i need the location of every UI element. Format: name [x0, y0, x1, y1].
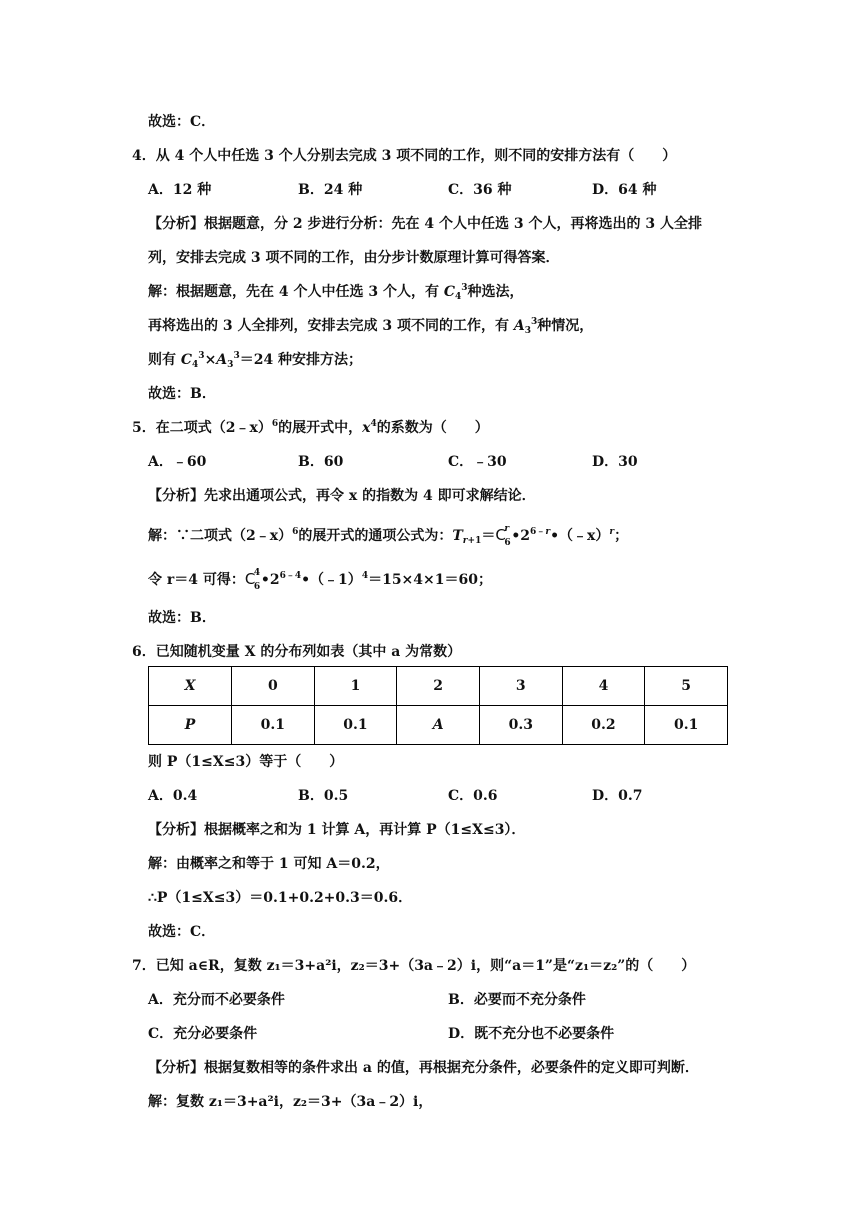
q6-stem: 6．已知随机变量 X 的分布列如表（其中 a 为常数） — [132, 644, 462, 660]
q7-solution-line-1: 解：复数 z₁＝3+a²i，z₂＝3+（3a﹣2）i， — [148, 1094, 433, 1110]
q7-option-a: A．充分而不必要条件 — [148, 992, 285, 1008]
q6-solution-line-2: ∴P（1≤X≤3）＝0.1+0.2+0.3＝0.6． — [148, 890, 413, 906]
q5-solution-line-1: 解：∵二项式（2﹣x）$^6$的展开式的通项公式为：$T_{r+1}=$ C r 6 $•2^{6﹣r}•(﹣x)^r$； — [148, 524, 629, 548]
q5-option-d: D．30 — [592, 454, 638, 470]
table-row — [149, 667, 728, 706]
q4-number: 4． — [132, 148, 156, 164]
q5-option-b: B．60 — [298, 454, 344, 470]
combination-symbol: C 4 6 — [244, 568, 261, 592]
table-cell: 0.3 — [479, 706, 562, 745]
table-cell: 0.1 — [314, 706, 397, 745]
q3-answer: 故选：C． — [148, 114, 216, 130]
q4-option-b: B．24 种 — [298, 182, 363, 198]
table-cell: 2 — [397, 667, 480, 706]
q6-solution-line-1: 解：由概率之和等于 1 可知 A＝0.2， — [148, 856, 390, 872]
q6-option-c: C．0.6 — [448, 788, 498, 804]
table-cell: 0.1 — [232, 706, 315, 745]
q7-option-b: B．必要而不充分条件 — [448, 992, 586, 1008]
q6-ask: 则 P（1≤X≤3）等于（ ） — [148, 754, 344, 770]
q7-stem: 7．已知 a∈R，复数 z₁＝3+a²i，z₂＝3+（3a﹣2）i，则“a＝1”是“z₁＝z₂”的（ ） — [132, 958, 696, 974]
q4-analysis-line-2: 列，安排去完成 3 项不同的工作，由分步计数原理计算可得答案． — [148, 250, 560, 266]
q4-option-c: C．36 种 — [448, 182, 512, 198]
q4-solution-line-3: 则有 $C_4^3\times A_3^3=24$ 种安排方法； — [148, 351, 363, 370]
q5-analysis: 【分析】先求出通项公式，再令 x 的指数为 4 即可求解结论． — [148, 488, 536, 504]
table-cell: 0 — [232, 667, 315, 706]
q4-option-d: D．64 种 — [592, 182, 657, 198]
q6-option-a: A．0.4 — [148, 788, 198, 804]
table-cell: 0.1 — [645, 706, 728, 745]
q6-option-d: D．0.7 — [592, 788, 643, 804]
table-cell: 5 — [645, 667, 728, 706]
combination-symbol: C r 6 — [495, 524, 511, 548]
q4-stem-text: 从 4 个人中任选 3 个人分别去完成 3 项不同的工作，则不同的安排方法有（ ） — [155, 148, 677, 164]
q6-analysis: 【分析】根据概率之和为 1 计算 A，再计算 P（1≤X≤3）． — [148, 822, 526, 838]
q4-solution-line-2: 再将选出的 3 人全排列，安排去完成 3 项不同的工作，有 $A_3^3$种情况， — [148, 317, 594, 336]
table-cell: X — [149, 667, 232, 706]
table-cell: P — [149, 706, 232, 745]
distribution-table — [148, 666, 728, 745]
q7-option-c: C．充分必要条件 — [148, 1026, 258, 1042]
q4-stem — [132, 146, 676, 166]
q6-answer: 故选：C． — [148, 924, 216, 940]
q4-analysis-line-1: 【分析】根据题意，分 2 步进行分析：先在 4 个人中任选 3 个人，再将选出的 3 人全排 — [148, 216, 702, 232]
q7-analysis: 【分析】根据复数相等的条件求出 a 的值，再根据充分条件，必要条件的定义即可判断． — [148, 1060, 699, 1076]
q5-option-a: A．﹣60 — [148, 454, 207, 470]
table-cell: 0.2 — [562, 706, 645, 745]
q5-option-c: C．﹣30 — [448, 454, 507, 470]
table-cell: 4 — [562, 667, 645, 706]
table-row — [149, 706, 728, 745]
q5-answer: 故选：B． — [148, 610, 216, 626]
q6-option-b: B．0.5 — [298, 788, 349, 804]
q4-answer: 故选：B． — [148, 386, 216, 402]
q5-stem: 5．在二项式（2﹣x）$^6$的展开式中，$x^4$的系数为（ ） — [132, 419, 489, 436]
q5-solution-line-2: 令 r＝4 可得： C 4 6 $•2^{6﹣4}•(﹣1)^4=15\times 4\times 1=60$； — [148, 568, 492, 592]
table-cell: 1 — [314, 667, 397, 706]
q4-option-a: A．12 种 — [148, 182, 212, 198]
q4-solution-line-1: 解：根据题意，先在 4 个人中任选 3 个人，有 $C_4^3$种选法， — [148, 283, 524, 302]
table-cell: A — [397, 706, 480, 745]
q7-option-d: D．既不充分也不必要条件 — [448, 1026, 615, 1042]
table-cell: 3 — [479, 667, 562, 706]
